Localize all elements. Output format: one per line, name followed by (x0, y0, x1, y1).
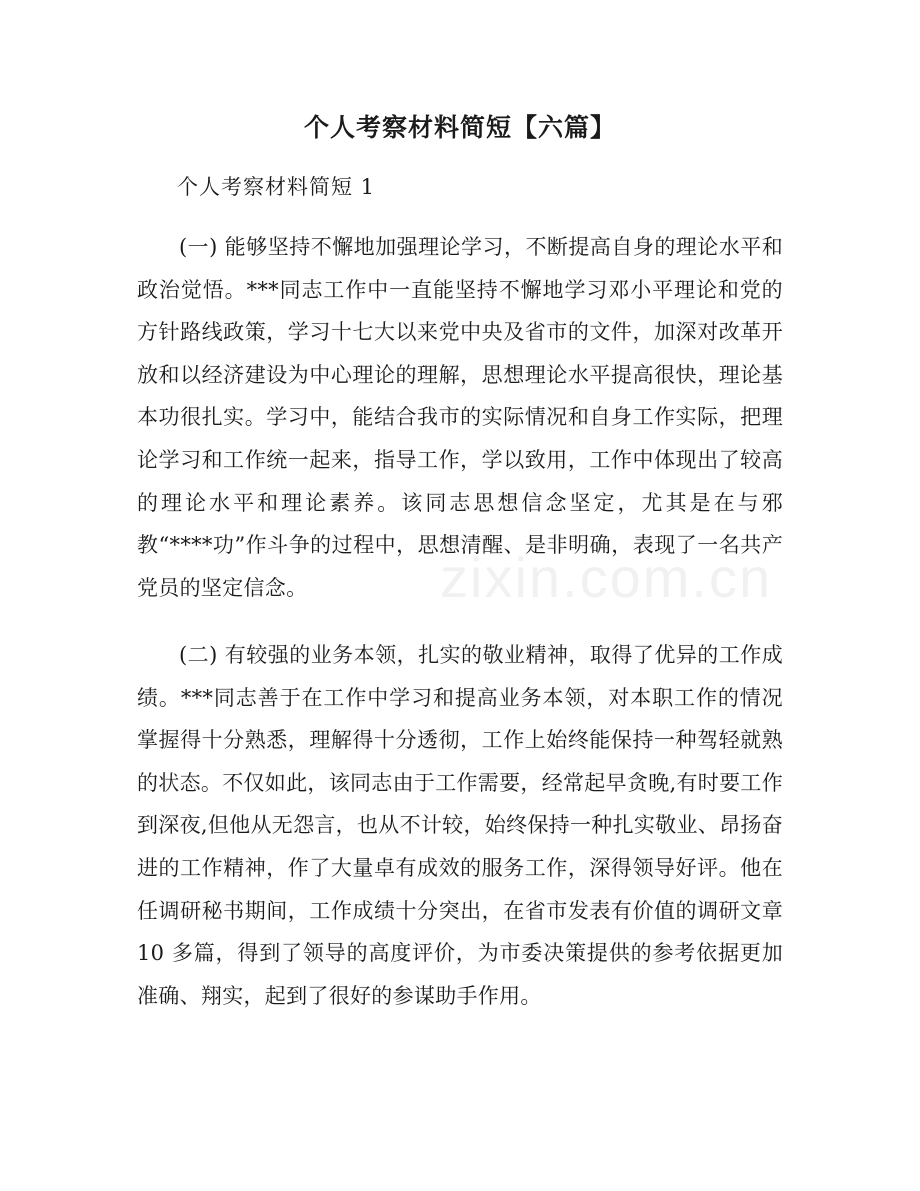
body-paragraph-2: (二) 有较强的业务本领，扎实的敬业精神，取得了优异的工作成绩。***同志善于在工作中学习和提高业务本领，对本职工作的情况掌握得十分熟悉，理解得十分透彻，工作上始终能保持一种驾轻就熟的状态。不仅如此，该同志由于工作需要，经常起早贪晚,有时要工作到深夜,但他从无怨言，也从不计较，始终保持一种扎实敬业、昂扬奋进的工作精神，作了大量卓有成效的服务工作，深得领导好评。他在任调研秘书期间，工作成绩十分突出，在省市发表有价值的调研文章 10 多篇，得到了领导的高度评价，为市委决策提供的参考依据更加准确、翔实，起到了很好的参谋助手作用。 (137, 643, 783, 1008)
document-title: 个人考察材料简短【六篇】 (303, 113, 616, 142)
body-paragraph-1: (一) 能够坚持不懈地加强理论学习，不断提高自身的理论水平和政治觉悟。***同志工作中一直能坚持不懈地学习邓小平理论和党的方针路线政策，学习十七大以来党中央及省市的文件，加深对改革开放和以经济建设为中心理论的理解，思想理论水平提高很快，理论基本功很扎实。学习中，能结合我市的实际情况和自身工作实际，把理论学习和工作统一起来，指导工作，学以致用，工作中体现出了较高的理论水平和理论素养。该同志思想信念坚定，尤其是在与邪教“****功”作斗争的过程中，思想清醒、是非明确，表现了一名共产党员的坚定信念。 (137, 235, 783, 600)
section-heading: 个人考察材料简短 1 (177, 175, 376, 199)
watermark: zixin.com.cn (440, 546, 773, 609)
